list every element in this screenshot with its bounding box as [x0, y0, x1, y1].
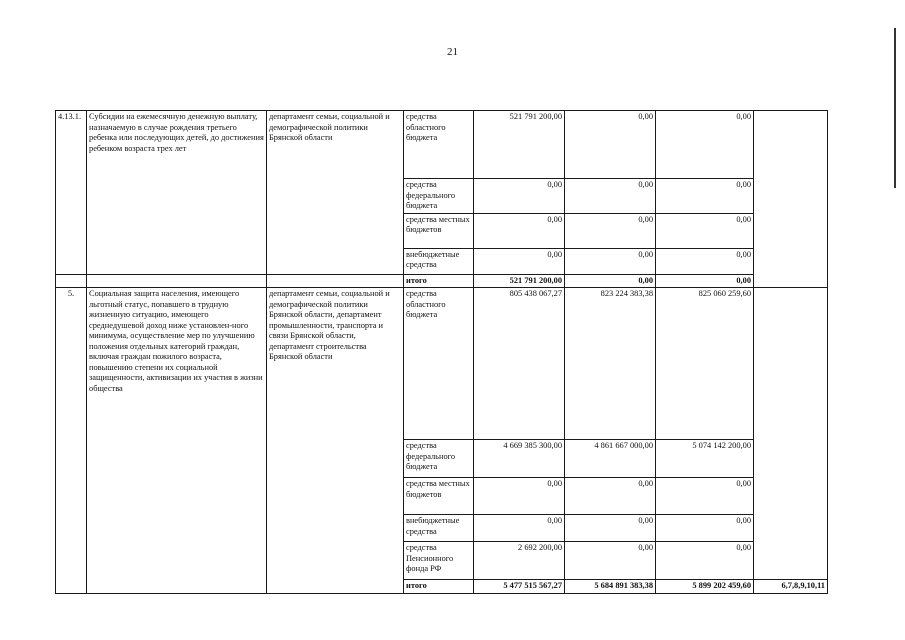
value-cell: 0,00: [656, 542, 754, 580]
value-cell: 0,00: [565, 542, 656, 580]
ref-cell: [754, 111, 828, 288]
value-cell: 0,00: [656, 478, 754, 515]
row-executor-cont: [267, 274, 404, 288]
total-value: 5 684 891 383,38: [565, 580, 656, 594]
source-label: внебюджетные средства: [404, 515, 474, 542]
table-row-total: [56, 274, 828, 288]
value-cell: 0,00: [656, 179, 754, 214]
value-cell: 0,00: [474, 179, 565, 214]
value-cell: 5 074 142 200,00: [656, 440, 754, 478]
row-executor: департамент семьи, социальной и демографической политики Брянской области: [267, 111, 404, 275]
source-label: средства федерального бюджета: [404, 179, 474, 214]
value-cell: 521 791 200,00: [474, 111, 565, 179]
value-cell: 0,00: [565, 111, 656, 179]
value-cell: 0,00: [656, 515, 754, 542]
scan-edge-line: [894, 28, 896, 188]
source-label: средства местных бюджетов: [404, 213, 474, 248]
value-cell: 0,00: [565, 248, 656, 274]
value-cell: 0,00: [656, 248, 754, 274]
value-cell: 0,00: [474, 478, 565, 515]
value-cell: 4 861 667 000,00: [565, 440, 656, 478]
table-row: [56, 111, 828, 179]
value-cell: 4 669 385 300,00: [474, 440, 565, 478]
value-cell: 0,00: [656, 213, 754, 248]
total-label: итого: [404, 274, 474, 288]
source-label: средства областного бюджета: [404, 288, 474, 440]
row-code: 5.: [56, 288, 87, 594]
row-code-cont: [56, 274, 87, 288]
row-code: 4.13.1.: [56, 111, 87, 275]
table-row: [56, 288, 828, 440]
total-value: 5 899 202 459,60: [656, 580, 754, 594]
value-cell: 805 438 067,27: [474, 288, 565, 440]
row-name-cont: [87, 274, 267, 288]
source-label: средства Пенсионного фонда РФ: [404, 542, 474, 580]
value-cell: 0,00: [474, 213, 565, 248]
total-value: 0,00: [565, 274, 656, 288]
value-cell: 0,00: [565, 179, 656, 214]
value-cell: 0,00: [565, 515, 656, 542]
value-cell: 0,00: [565, 213, 656, 248]
total-value: 5 477 515 567,27: [474, 580, 565, 594]
ref-cell-empty: [754, 288, 828, 580]
source-label: внебюджетные средства: [404, 248, 474, 274]
source-label: средства местных бюджетов: [404, 478, 474, 515]
value-cell: 2 692 200,00: [474, 542, 565, 580]
source-label: средства областного бюджета: [404, 111, 474, 179]
value-cell: 0,00: [474, 515, 565, 542]
total-value: 0,00: [656, 274, 754, 288]
total-value: 521 791 200,00: [474, 274, 565, 288]
value-cell: 825 060 259,60: [656, 288, 754, 440]
page-number: 21: [447, 46, 458, 58]
source-label: средства федерального бюджета: [404, 440, 474, 478]
row-name: Субсидии на ежемесячную денежную выплату, назначаемую в случае рождения третьего ребенка или последующих детей, до достижения ребенком возраста трех лет: [87, 111, 267, 275]
row-name: Социальная защита населения, имеющего льготный статус, попавшего в трудную жизненную ситуацию, имеющего среднедушевой доход ниже установлен-ного минимума, осуществление мер по улучшению положения отдельных категорий граждан, включая граждан пожилого возраста, повышению степени их социальной защищенности, активизации их участия в жизни общества: [87, 288, 267, 594]
ref-cell: 6,7,8,9,10,11: [754, 580, 828, 594]
value-cell: 0,00: [656, 111, 754, 179]
value-cell: 823 224 383,38: [565, 288, 656, 440]
budget-table: [55, 110, 828, 594]
value-cell: 0,00: [474, 248, 565, 274]
value-cell: 0,00: [565, 478, 656, 515]
total-label: итого: [404, 580, 474, 594]
row-executor: департамент семьи, социальной и демографической политики Брянской области, департамент промышленности, транспорта и связи Брянской области, департамент строительства Брянской области: [267, 288, 404, 594]
